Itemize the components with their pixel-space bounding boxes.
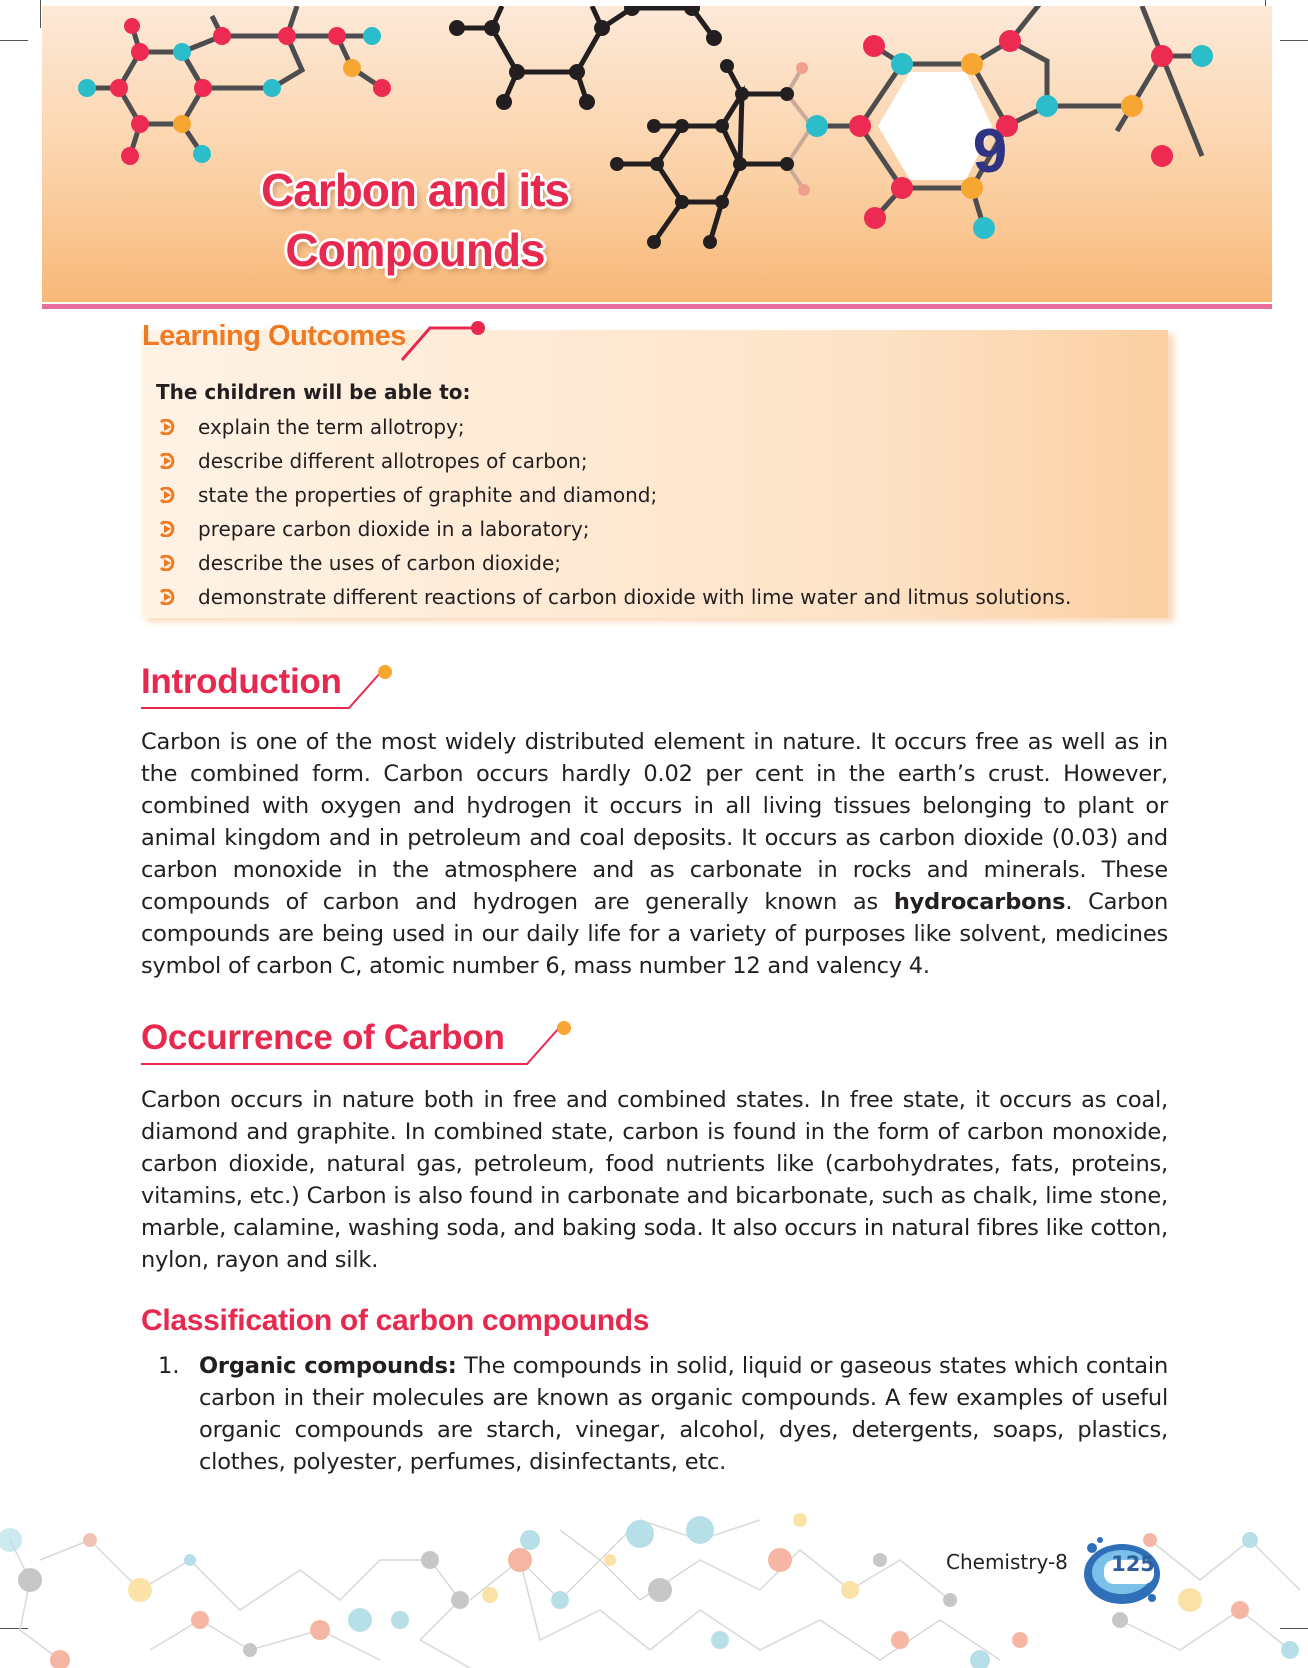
arrow-bullet-icon (158, 589, 176, 605)
chapter-banner (42, 6, 1272, 302)
item-term: Organic compounds: (199, 1353, 457, 1379)
chapter-number: 9 (972, 117, 1008, 186)
book-name: Chemistry-8 (946, 1550, 1068, 1574)
heading-swoosh-icon (400, 318, 490, 362)
list-item: prepare carbon dioxide in a laboratory; (156, 512, 1071, 546)
classification-heading: Classification of carbon compounds (141, 1304, 650, 1337)
arrow-bullet-icon (158, 521, 176, 537)
bold-term: hydrocarbons (893, 889, 1066, 915)
list-item: describe the uses of carbon dioxide; (156, 546, 1071, 580)
list-item: 1. Organic compounds: The compounds in solid, liquid or gaseous states which contain carbon in their molecules are known as organic compounds. A few examples of useful organic compounds are starch, vinegar, alcohol, dyes, detergents, soaps, plastics, clothes, polyester, perfumes, disinfectants, etc. (158, 1350, 1168, 1478)
banner-divider (42, 304, 1272, 309)
item-number: 1. (158, 1353, 180, 1379)
arrow-bullet-icon (158, 555, 176, 571)
heading-underline-icon (141, 662, 401, 712)
learning-outcomes-list (156, 410, 1071, 614)
crop-mark (40, 0, 41, 28)
crop-mark (1280, 40, 1308, 41)
arrow-bullet-icon (158, 419, 176, 435)
arrow-bullet-icon (158, 453, 176, 469)
list-item: describe different allotropes of carbon; (156, 444, 1071, 478)
occurrence-paragraph: Carbon occurs in nature both in free and combined states. In free state, it occurs as coal, diamond and graphite. In combined state, carbon is found in the form of carbon monoxide, carbon dioxide, natural gas, petroleum, food nutrients like (carbohydrates, fats, proteins, vitamins, etc.) Carbon is also found in carbonate and bicarbonate, such as chalk, lime stone, marble, calamine, washing soda, and baking soda. It also occurs in natural fibres like cotton, nylon, rayon and silk. (141, 1087, 1168, 1273)
chapter-title-line1: Carbon and its (260, 164, 570, 216)
occurrence-heading: Occurrence of Carbon (141, 1018, 505, 1057)
learning-outcomes-intro: The children will be able to: (156, 380, 471, 404)
page-number: 125 (1111, 1552, 1155, 1576)
introduction-heading: Introduction (141, 662, 342, 701)
chapter-title-line2: Compounds (285, 224, 545, 276)
introduction-paragraph: Carbon is one of the most widely distributed element in nature. It occurs free as well as in the combined form. Carbon occurs hardly 0.02 per cent in the earth’s crust. However, combined with oxygen and hydrogen it occurs in all living tissues belonging to plant or animal kingdom and in petroleum and coal deposits. It occurs as carbon dioxide (0.03) and carbon monoxide in the atmosphere and as carbonate in rocks and minerals. These compounds of carbon and hydrogen are generally known as hydrocarbons. Carbon compounds are being used in our daily life for a variety of purposes like solvent, medicines symbol of carbon C, atomic number 6, mass number 12 and valency 4. (141, 729, 1169, 979)
chapter-title (190, 160, 640, 280)
crop-mark (0, 40, 28, 41)
heading-underline-icon (141, 1018, 581, 1068)
list-item: demonstrate different reactions of carbon dioxide with lime water and litmus solutions. (156, 580, 1071, 614)
list-item: state the properties of graphite and diamond; (156, 478, 1071, 512)
list-item: explain the term allotropy; (156, 410, 1071, 444)
arrow-bullet-icon (158, 487, 176, 503)
learning-outcomes-title: Learning Outcomes (142, 320, 406, 352)
